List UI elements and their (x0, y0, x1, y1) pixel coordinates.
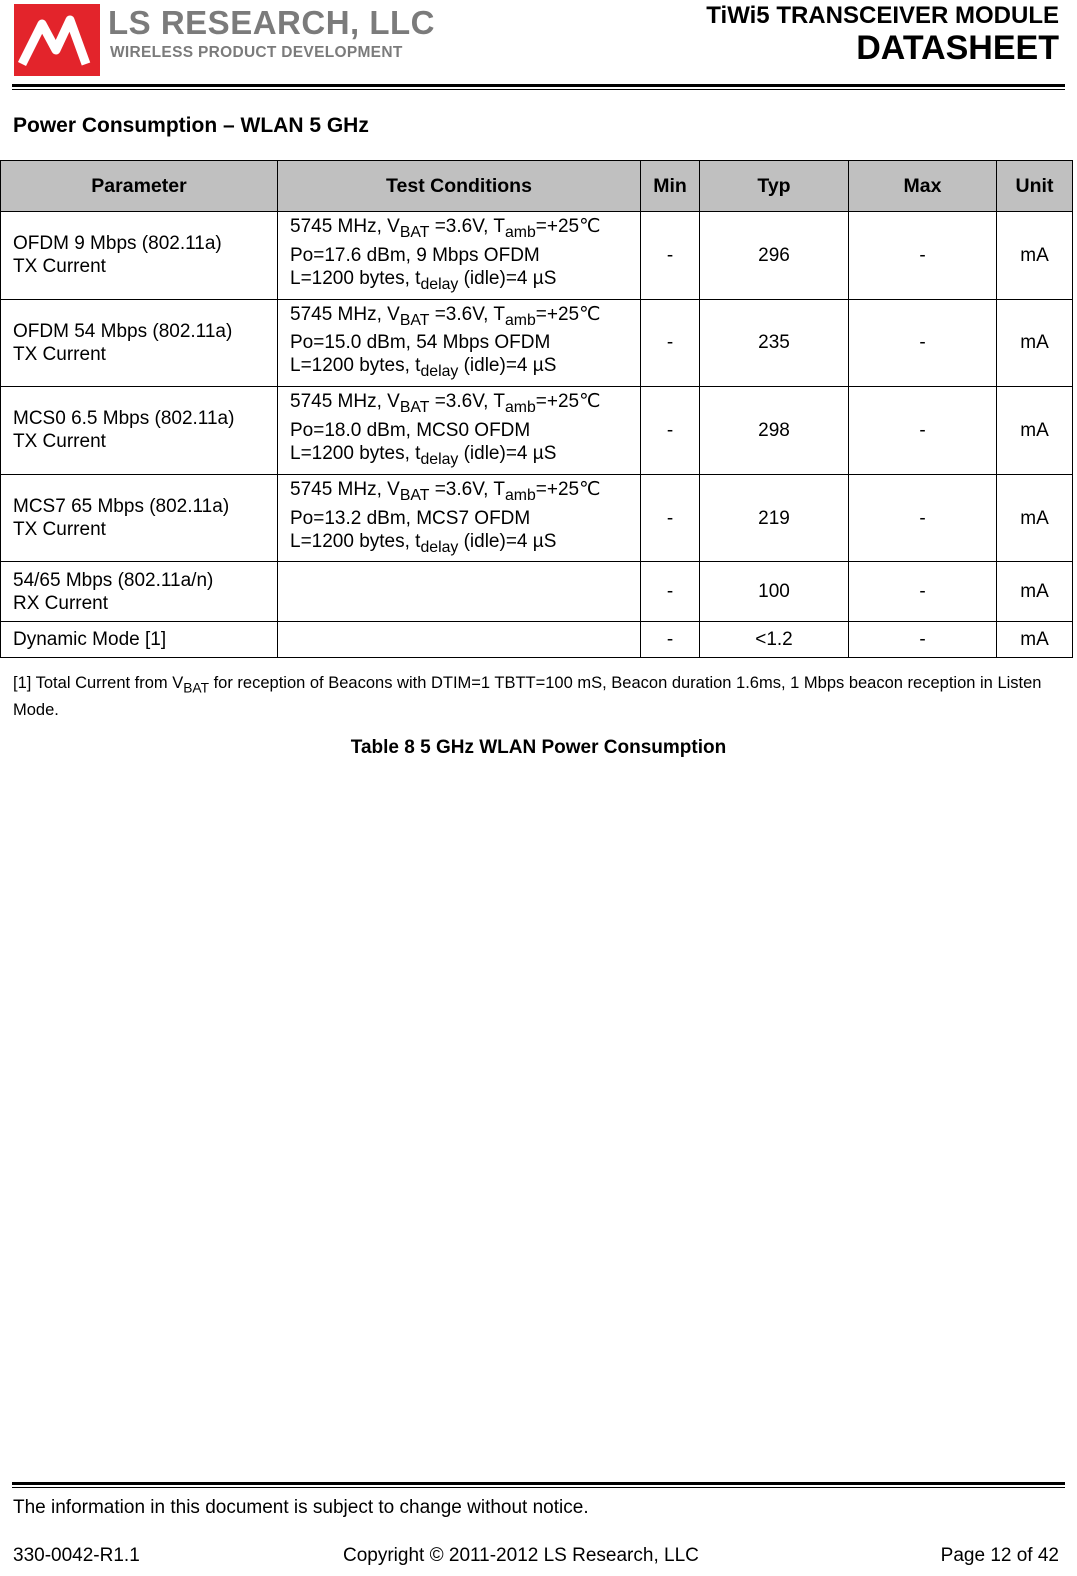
footer-rule (12, 1482, 1065, 1485)
param-name: OFDM 54 Mbps (802.11a) (13, 320, 233, 342)
min-cell: - (641, 299, 700, 387)
company-name: LS RESEARCH, LLC (108, 4, 436, 41)
typ-cell: 100 (700, 562, 849, 622)
col-header-unit: Unit (997, 161, 1073, 212)
col-header-max: Max (849, 161, 997, 212)
copyright: Copyright © 2011-2012 LS Research, LLC (343, 1545, 699, 1566)
unit-cell: mA (997, 622, 1073, 658)
conditions-cell: 5745 MHz, $V_{BAT} =3.6V$, $T_{amb}=+25℃$ Po=13.2 dBm, MCS7 OFDM L=1200 bytes, $t_{delay}$ (idle)=4 µS (278, 474, 641, 562)
param-cell (1, 562, 278, 622)
table-footnote: [1] Total Current from $V_{BAT}$ for reception of Beacons with DTIM=1 TBTT=100 mS, Beacon duration 1.6ms, 1 Mbps beacon reception in Listen Mode. (13, 674, 1042, 720)
param-name: MCS7 65 Mbps (802.11a) (13, 496, 230, 518)
page-number: Page 12 of 42 (940, 1545, 1059, 1566)
conditions-cell: 5745 MHz, $V_{BAT} =3.6V$, $T_{amb}=+25℃$ Po=15.0 dBm, 54 Mbps OFDM L=1200 bytes, $t_{delay}$ (idle)=4 µS (278, 299, 641, 387)
typ-cell: 235 (700, 299, 849, 387)
param-name: 54/65 Mbps (802.11a/n) (13, 569, 214, 591)
col-header-typ: Typ (700, 161, 849, 212)
conditions-cell (278, 622, 641, 658)
min-cell: - (641, 387, 700, 475)
document-subtitle: DATASHEET (856, 29, 1059, 67)
table-row (1, 299, 1073, 387)
section-title: Power Consumption – WLAN 5 GHz (13, 114, 369, 137)
table-row (1, 387, 1073, 475)
conditions-cell: 5745 MHz, $V_{BAT} =3.6V$, $T_{amb}=+25℃$ Po=17.6 dBm, 9 Mbps OFDM L=1200 bytes, $t_{delay}$ (idle)=4 µS (278, 212, 641, 300)
col-header-min: Min (641, 161, 700, 212)
unit-cell: mA (997, 299, 1073, 387)
param-cell (1, 387, 278, 475)
max-cell: - (849, 387, 997, 475)
change-notice: The information in this document is subject to change without notice. (13, 1497, 589, 1518)
table-row (1, 562, 1073, 622)
min-cell: - (641, 562, 700, 622)
typ-cell: 296 (700, 212, 849, 300)
document-number: 330-0042-R1.1 (13, 1545, 140, 1566)
table-row (1, 212, 1073, 300)
param-name: MCS0 6.5 Mbps (802.11a) (13, 408, 235, 430)
param-type: TX Current (13, 343, 106, 365)
param-name: OFDM 9 Mbps (802.11a) (13, 233, 222, 255)
conditions-cell (278, 562, 641, 622)
table-row (1, 622, 1073, 658)
param-type: RX Current (13, 592, 109, 614)
max-cell: - (849, 299, 997, 387)
param-cell (1, 299, 278, 387)
max-cell: - (849, 474, 997, 562)
typ-cell: 298 (700, 387, 849, 475)
table-caption: Table 8 5 GHz WLAN Power Consumption (350, 737, 727, 758)
param-type: TX Current (13, 519, 106, 541)
power-consumption-table (0, 160, 1073, 658)
unit-cell: mA (997, 212, 1073, 300)
min-cell: - (641, 622, 700, 658)
unit-cell: mA (997, 474, 1073, 562)
table-row (1, 474, 1073, 562)
min-cell: - (641, 212, 700, 300)
table-header-row (1, 161, 1073, 212)
typ-cell: <1.2 (700, 622, 849, 658)
col-header-parameter: Parameter (1, 161, 278, 212)
unit-cell: mA (997, 562, 1073, 622)
conditions-cell: 5745 MHz, $V_{BAT} =3.6V$, $T_{amb}=+25℃$ Po=18.0 dBm, MCS0 OFDM L=1200 bytes, $t_{delay}$ (idle)=4 µS (278, 387, 641, 475)
max-cell: - (849, 212, 997, 300)
min-cell: - (641, 474, 700, 562)
header-rule-thin (12, 89, 1065, 90)
max-cell: - (849, 622, 997, 658)
unit-cell: mA (997, 387, 1073, 475)
company-tagline: WIRELESS PRODUCT DEVELOPMENT (110, 44, 403, 61)
param-cell: Dynamic Mode [1] (1, 622, 278, 658)
param-cell (1, 212, 278, 300)
max-cell: - (849, 562, 997, 622)
param-cell (1, 474, 278, 562)
typ-cell: 219 (700, 474, 849, 562)
header-rule (12, 84, 1065, 87)
footer-rule-thin (12, 1487, 1065, 1488)
document-title: TiWi5 TRANSCEIVER MODULE (706, 2, 1059, 29)
param-type: TX Current (13, 431, 106, 453)
param-type: TX Current (13, 256, 106, 278)
col-header-test-conditions: Test Conditions (278, 161, 641, 212)
